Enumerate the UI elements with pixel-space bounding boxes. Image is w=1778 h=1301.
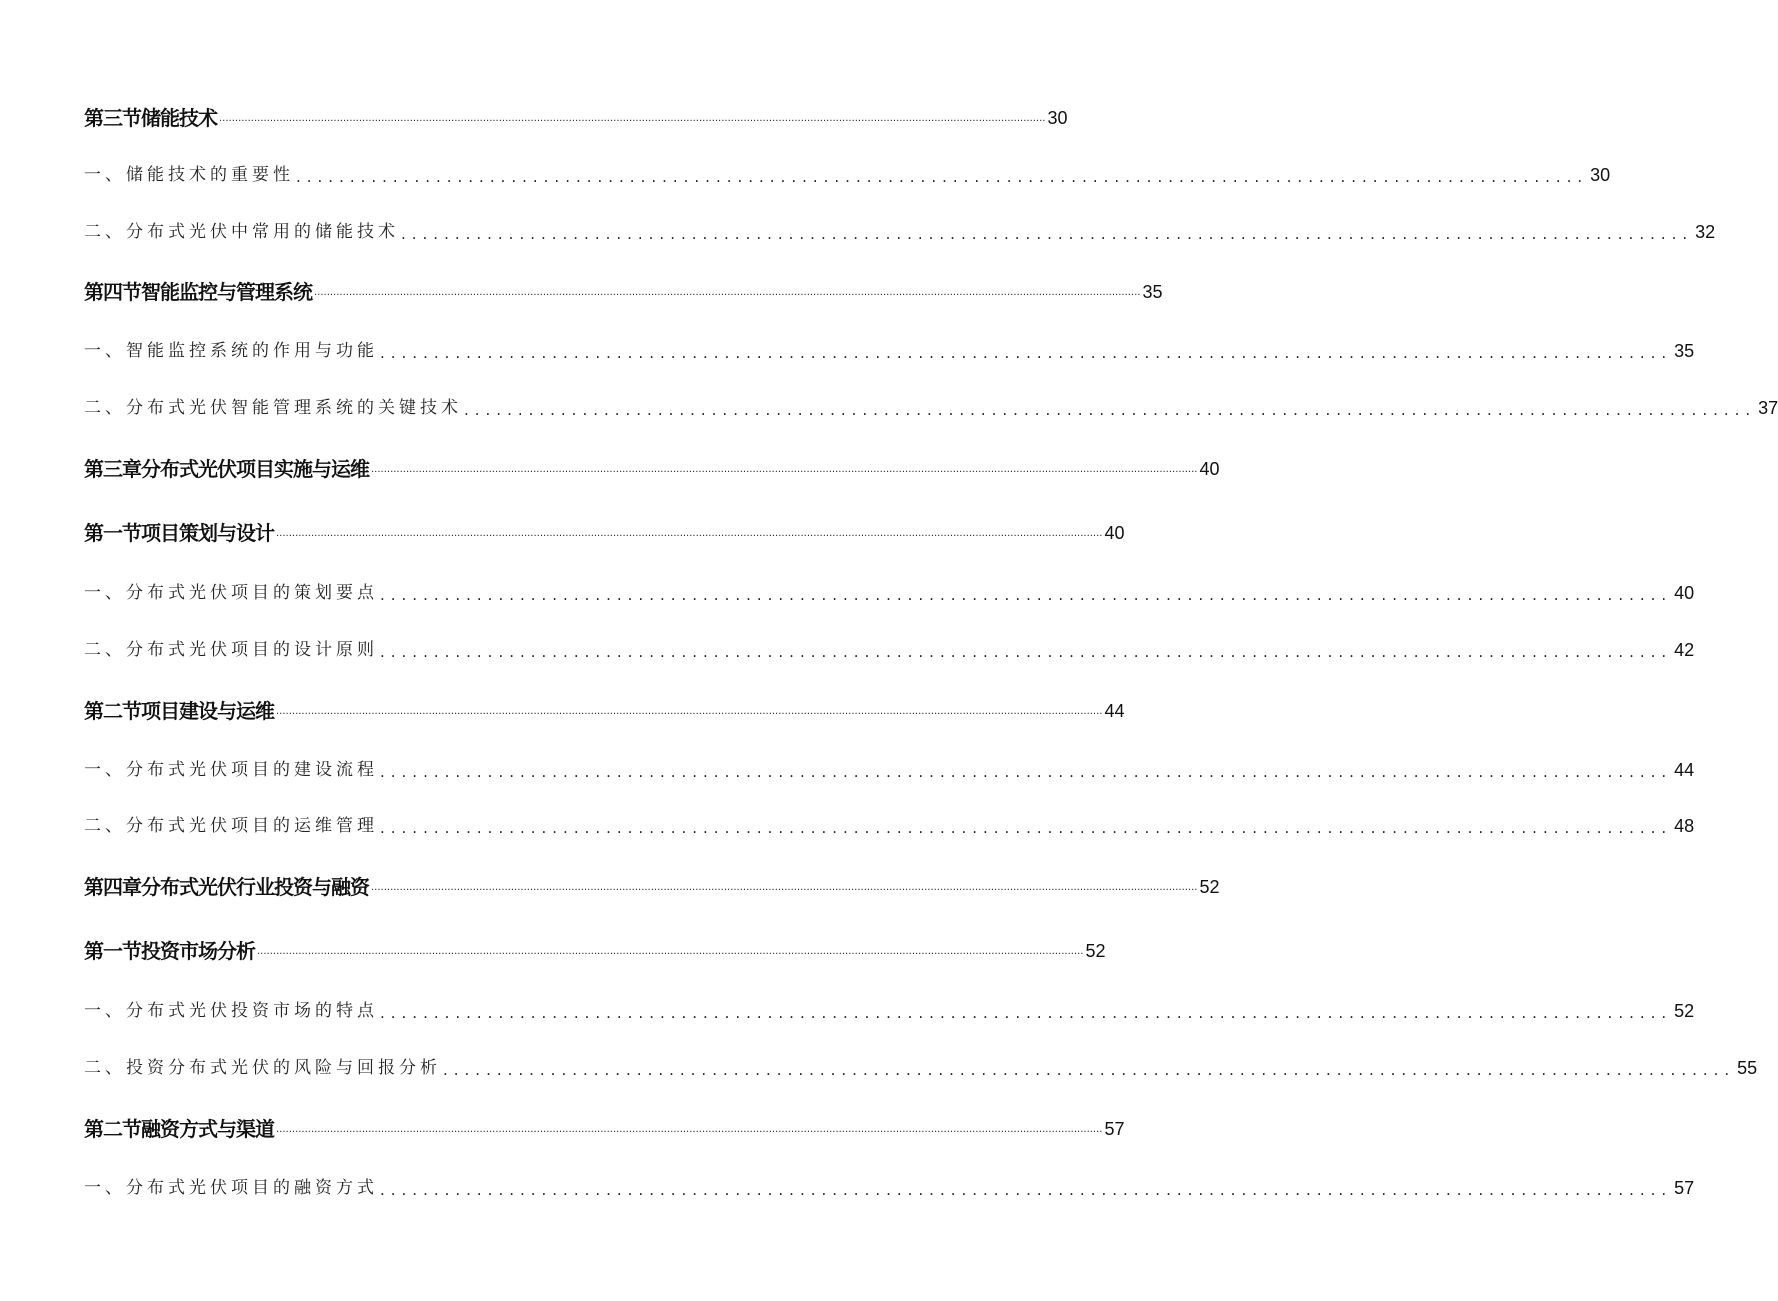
toc-heading-entry[interactable] (84, 515, 1125, 545)
toc-page-number: 42 (1674, 640, 1695, 660)
toc-entry-title: 一、分布式光伏项目的建设流程 (84, 760, 378, 780)
toc-sub-entry[interactable] (84, 1050, 1758, 1080)
toc-page-number: 35 (1142, 282, 1163, 302)
toc-sub-entry[interactable] (84, 214, 1716, 244)
toc-sub-entry[interactable] (84, 808, 1695, 838)
toc-dot-leader: ........................................................................................................................ (380, 1181, 1673, 1199)
toc-dot-leader: .................................................................................................................................................................................................................................................................... (219, 113, 1046, 124)
toc-page-number: 52 (1674, 1001, 1695, 1021)
toc-page-number: 44 (1104, 701, 1125, 721)
toc-dot-leader: .................................................................................................................................................................................................................................................................... (276, 1124, 1103, 1135)
toc-page-number: 35 (1674, 341, 1695, 361)
toc-entry-title: 一、储能技术的重要性 (84, 165, 294, 185)
toc-page-number: 40 (1674, 583, 1695, 603)
toc-sub-entry[interactable] (84, 575, 1695, 605)
toc-page-number: 40 (1199, 459, 1220, 479)
toc-entry-title: 第一节项目策划与设计 (84, 521, 274, 545)
toc-heading-entry[interactable] (84, 274, 1163, 304)
toc-page-number: 30 (1590, 165, 1611, 185)
toc-heading-entry[interactable] (84, 933, 1106, 963)
toc-entry-title: 第四节智能监控与管理系统 (84, 280, 312, 304)
toc-dot-leader: ........................................................................................................................ (380, 586, 1673, 604)
toc-page-number: 30 (1047, 108, 1068, 128)
toc-dot-leader: ........................................................................................................................ (380, 1004, 1673, 1022)
toc-entry-title: 第三章分布式光伏项目实施与运维 (84, 457, 369, 481)
toc-page-number: 32 (1695, 222, 1716, 242)
toc-entry-title: 第二节项目建设与运维 (84, 699, 274, 723)
toc-dot-leader: .................................................................................................................................................................................................................................................................... (276, 706, 1103, 717)
toc-entry-title: 二、分布式光伏项目的设计原则 (84, 640, 378, 660)
toc-page-number: 52 (1085, 941, 1106, 961)
toc-page-number: 57 (1674, 1178, 1695, 1198)
toc-entry-title: 二、分布式光伏项目的运维管理 (84, 816, 378, 836)
toc-heading-entry[interactable] (84, 100, 1068, 130)
toc-entry-title: 一、智能监控系统的作用与功能 (84, 341, 378, 361)
toc-sub-entry[interactable] (84, 993, 1695, 1023)
toc-entry-title: 第四章分布式光伏行业投资与融资 (84, 875, 369, 899)
toc-sub-entry[interactable] (84, 1170, 1695, 1200)
toc-page-number: 55 (1737, 1058, 1758, 1078)
toc-entry-title: 第一节投资市场分析 (84, 939, 255, 963)
toc-sub-entry[interactable] (84, 390, 1778, 420)
toc-dot-leader: ........................................................................................................................ (296, 168, 1589, 186)
toc-entry-title: 二、分布式光伏中常用的储能技术 (84, 222, 399, 242)
toc-dot-leader: .................................................................................................................................................................................................................................................................... (276, 528, 1103, 539)
toc-dot-leader: ........................................................................................................................ (443, 1061, 1736, 1079)
toc-entry-title: 第三节储能技术 (84, 106, 217, 130)
toc-page-number: 52 (1199, 877, 1220, 897)
toc-dot-leader: ........................................................................................................................ (380, 819, 1673, 837)
toc-page-number: 44 (1674, 760, 1695, 780)
toc-page-number: 37 (1758, 398, 1778, 418)
toc-dot-leader: .................................................................................................................................................................................................................................................................... (257, 946, 1084, 957)
toc-dot-leader: .................................................................................................................................................................................................................................................................... (371, 882, 1198, 893)
toc-heading-entry[interactable] (84, 869, 1220, 899)
toc-page-number: 57 (1104, 1119, 1125, 1139)
toc-sub-entry[interactable] (84, 632, 1695, 662)
toc-sub-entry[interactable] (84, 333, 1695, 363)
toc-heading-entry[interactable] (84, 693, 1125, 723)
toc-entry-title: 一、分布式光伏项目的策划要点 (84, 583, 378, 603)
toc-heading-entry[interactable] (84, 1111, 1125, 1141)
toc-sub-entry[interactable] (84, 752, 1695, 782)
toc-entry-title: 第二节融资方式与渠道 (84, 1117, 274, 1141)
toc-dot-leader: ........................................................................................................................ (380, 344, 1673, 362)
toc-entry-title: 一、分布式光伏项目的融资方式 (84, 1178, 378, 1198)
toc-entry-title: 一、分布式光伏投资市场的特点 (84, 1001, 378, 1021)
toc-heading-entry[interactable] (84, 451, 1220, 481)
toc-dot-leader: .................................................................................................................................................................................................................................................................... (371, 464, 1198, 475)
toc-dot-leader: ........................................................................................................................ (464, 401, 1757, 419)
toc-entry-title: 二、分布式光伏智能管理系统的关键技术 (84, 398, 462, 418)
toc-page-number: 48 (1674, 816, 1695, 836)
toc-sub-entry[interactable] (84, 157, 1611, 187)
toc-dot-leader: ........................................................................................................................ (380, 643, 1673, 661)
toc-entry-title: 二、投资分布式光伏的风险与回报分析 (84, 1058, 441, 1078)
toc-dot-leader: ........................................................................................................................ (401, 225, 1694, 243)
toc-dot-leader: .................................................................................................................................................................................................................................................................... (314, 287, 1141, 298)
toc-dot-leader: ........................................................................................................................ (380, 763, 1673, 781)
toc-page-number: 40 (1104, 523, 1125, 543)
